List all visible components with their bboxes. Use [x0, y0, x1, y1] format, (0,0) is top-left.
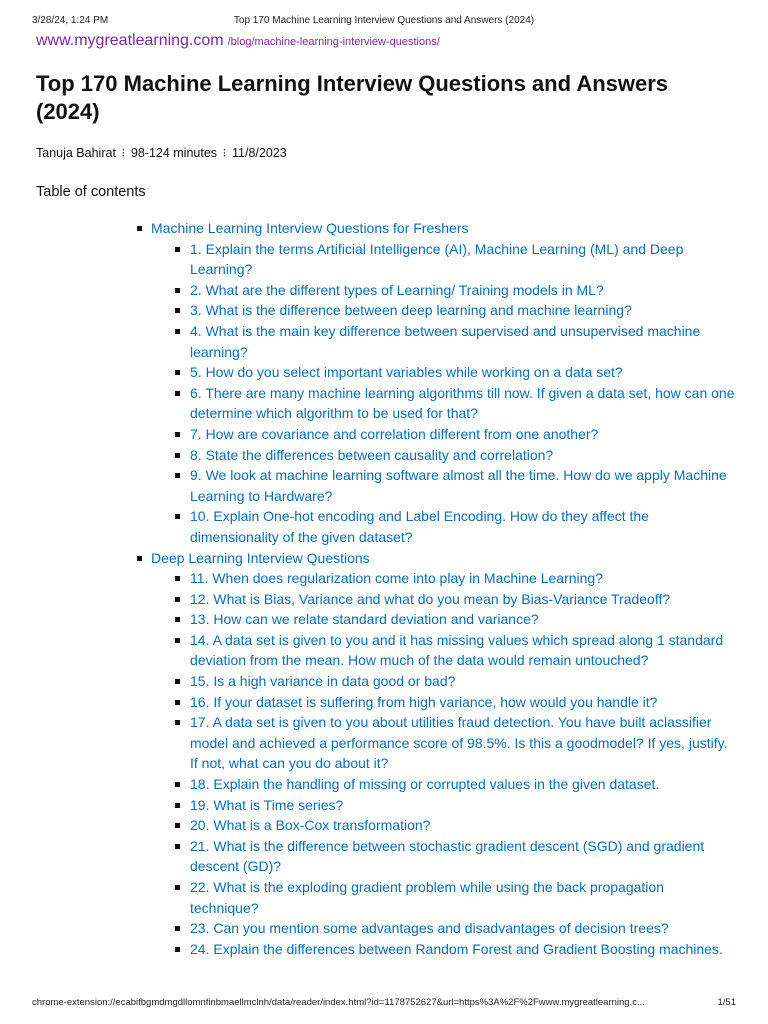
- bullet-icon: [175, 597, 180, 602]
- bullet-icon: [175, 288, 180, 293]
- toc-item-link[interactable]: 15. Is a high variance in data good or bad?: [190, 673, 456, 690]
- toc-item-link[interactable]: 21. What is the difference between stochastic gradient descent (SGD) and gradient descent (GD)?: [190, 837, 705, 875]
- toc-item: [151, 280, 735, 301]
- toc-item: [151, 445, 735, 466]
- toc-section: [135, 218, 735, 548]
- toc-item: [151, 568, 735, 589]
- toc-item-link[interactable]: 12. What is Bias, Variance and what do you mean by Bias-Variance Tradeoff?: [190, 590, 671, 607]
- bullet-icon: [175, 308, 180, 313]
- toc-item-link[interactable]: 4. What is the main key difference between supervised and unsupervised machine learning?: [190, 322, 701, 360]
- bullet-icon: [175, 638, 180, 643]
- toc-item: [151, 918, 735, 939]
- article-meta: [36, 145, 287, 160]
- toc-item: [151, 815, 735, 836]
- toc-item-link[interactable]: 11. When does regularization come into play in Machine Learning?: [190, 570, 603, 587]
- bullet-icon: [175, 926, 180, 931]
- print-footer-url: chrome-extension://ecabifbgmdmgdllomnfinbmaellmclnh/data/reader/index.html?id=1178752627&url=https%3A%2F%2Fwww.mygreatlearning.c...: [32, 997, 645, 1008]
- toc-item-link[interactable]: 1. Explain the terms Artificial Intelligence (AI), Machine Learning (ML) and Deep Learning?: [190, 240, 684, 278]
- toc-item: [151, 630, 735, 671]
- read-time: 98-124 minutes: [130, 146, 218, 160]
- bullet-icon: [175, 370, 180, 375]
- bullet-icon: [175, 885, 180, 890]
- toc-item: [151, 362, 735, 383]
- toc-item-link[interactable]: 2. What are the different types of Learning/ Training models in ML?: [190, 281, 604, 298]
- toc-item: [151, 671, 735, 692]
- print-date: 3/28/24, 1:24 PM: [32, 15, 109, 26]
- bullet-icon: [175, 617, 180, 622]
- toc-item: [151, 939, 735, 960]
- toc-item-link[interactable]: 18. Explain the handling of missing or corrupted values in the given dataset.: [190, 776, 660, 793]
- table-of-contents: [135, 218, 735, 959]
- toc-item-link[interactable]: 23. Can you mention some advantages and disadvantages of decision trees?: [190, 920, 669, 937]
- toc-item: [151, 877, 735, 918]
- toc-item: [151, 692, 735, 713]
- bullet-icon: [175, 514, 180, 519]
- toc-item: [151, 609, 735, 630]
- toc-sublist: [151, 239, 735, 548]
- toc-item-link[interactable]: 8. State the differences between causality and correlation?: [190, 446, 554, 463]
- toc-item: [151, 383, 735, 424]
- bullet-icon: [175, 803, 180, 808]
- bullet-icon: [175, 782, 180, 787]
- bullet-icon: [137, 226, 142, 231]
- toc-item: [151, 795, 735, 816]
- bullet-icon: [175, 679, 180, 684]
- toc-item-link[interactable]: 22. What is the exploding gradient problem while using the back propagation technique?: [190, 879, 664, 916]
- toc-section: [135, 548, 735, 960]
- toc-heading: Table of contents: [36, 184, 146, 200]
- print-header: [0, 15, 768, 29]
- toc-item-link[interactable]: 20. What is a Box-Cox transformation?: [190, 817, 431, 834]
- toc-item-link[interactable]: 17. A data set is given to you about utilities fraud detection. You have built aclassifier model and achieved a performance score of 98.5%. Is this a goodmodel? If yes, justify. If not, what can you do about it?: [190, 714, 728, 772]
- bullet-icon: [175, 720, 180, 725]
- toc-item: [151, 506, 735, 547]
- print-footer: [0, 997, 768, 1011]
- bullet-icon: [175, 473, 180, 478]
- toc-item: [151, 836, 735, 877]
- bullet-icon: [175, 247, 180, 252]
- author-name: Tanuja Bahirat: [36, 146, 116, 160]
- toc-item-link[interactable]: 9. We look at machine learning software almost all the time. How do we apply Machine Learning to Hardware?: [190, 467, 727, 504]
- toc-section-link[interactable]: Machine Learning Interview Questions for Freshers: [151, 220, 469, 236]
- bullet-icon: [175, 453, 180, 458]
- toc-item: [151, 774, 735, 795]
- print-doc-title: Top 170 Machine Learning Interview Questions and Answers (2024): [233, 15, 535, 26]
- bullet-icon: [175, 700, 180, 705]
- bullet-icon: [175, 947, 180, 952]
- toc-item-link[interactable]: 7. How are covariance and correlation different from one another?: [190, 425, 599, 442]
- site-domain-link[interactable]: www.mygreatlearning.com: [36, 32, 224, 49]
- toc-item-link[interactable]: 16. If your dataset is suffering from high variance, how would you handle it?: [190, 693, 658, 710]
- toc-item-link[interactable]: 5. How do you select important variables while working on a data set?: [190, 364, 623, 381]
- meta-separator: ⁝: [121, 146, 126, 160]
- bullet-icon: [175, 576, 180, 581]
- toc-item-link[interactable]: 3. What is the difference between deep learning and machine learning?: [190, 302, 632, 319]
- toc-sublist: [151, 568, 735, 959]
- toc-item: [151, 424, 735, 445]
- bullet-icon: [175, 391, 180, 396]
- toc-item-link[interactable]: 6. There are many machine learning algorithms till now. If given a data set, how can one determine which algorithm to be used for that?: [190, 384, 735, 422]
- bullet-icon: [175, 844, 180, 849]
- bullet-icon: [175, 432, 180, 437]
- site-url: [36, 32, 440, 50]
- toc-item-link[interactable]: 10. Explain One-hot encoding and Label Encoding. How do they affect the dimensionality of the given dataset?: [190, 508, 649, 545]
- site-path: /blog/machine-learning-interview-questions/: [227, 36, 440, 48]
- bullet-icon: [175, 329, 180, 334]
- bullet-icon: [175, 823, 180, 828]
- publish-date: 11/8/2023: [232, 146, 287, 160]
- toc-item: [151, 712, 735, 774]
- toc-item-link[interactable]: 13. How can we relate standard deviation and variance?: [190, 611, 539, 628]
- toc-section-link[interactable]: Deep Learning Interview Questions: [151, 549, 370, 566]
- toc-item-link[interactable]: 24. Explain the differences between Random Forest and Gradient Boosting machines.: [190, 940, 723, 957]
- toc-item-link[interactable]: 14. A data set is given to you and it has missing values which spread along 1 standard deviation from the mean. How much of the data would remain untouched?: [190, 631, 724, 669]
- toc-item: [151, 465, 735, 506]
- toc-item: [151, 300, 735, 321]
- toc-item: [151, 239, 735, 280]
- toc-item-link[interactable]: 19. What is Time series?: [190, 796, 344, 813]
- toc-item: [151, 589, 735, 610]
- meta-separator: ⁝: [222, 146, 227, 160]
- page-number: 1/51: [717, 997, 736, 1008]
- toc-item: [151, 321, 735, 362]
- bullet-icon: [137, 556, 142, 561]
- article-title: Top 170 Machine Learning Interview Questions and Answers (2024): [36, 71, 669, 124]
